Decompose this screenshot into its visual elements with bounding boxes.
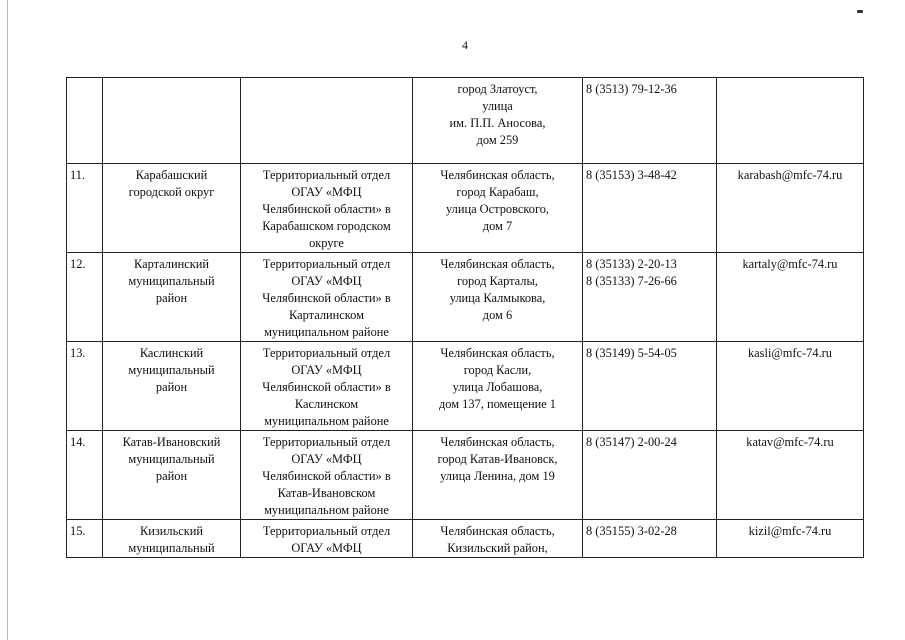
office-line: Катав-Ивановском — [277, 486, 376, 500]
office-line: Челябинской области» в — [262, 291, 391, 305]
office-cell — [241, 431, 413, 520]
address-line: дом 137, помещение 1 — [438, 397, 556, 411]
district-line: район — [155, 291, 188, 305]
phone-cell — [583, 520, 717, 558]
table-row — [67, 164, 864, 253]
address-line: улица Ленина, дом 19 — [440, 469, 555, 483]
office-line: Челябинской области» в — [262, 380, 391, 394]
row-number-cell: 13. — [67, 342, 103, 431]
office-line: ОГАУ «МФЦ — [291, 452, 362, 466]
phone-cell — [583, 253, 717, 342]
table-row — [67, 78, 864, 164]
email-cell — [717, 78, 864, 164]
email-cell: katav@mfc-74.ru — [717, 431, 864, 520]
scan-left-edge — [7, 0, 8, 640]
address-cell — [413, 342, 583, 431]
table-body — [67, 78, 864, 558]
phone-cell — [583, 164, 717, 253]
district-cell — [103, 78, 241, 164]
address-line: город Карабаш, — [456, 185, 539, 199]
phone-line: 8 (35133) 7-26-66 — [586, 274, 677, 288]
office-cell — [241, 342, 413, 431]
district-line: район — [155, 469, 188, 483]
office-line: Территориальный отдел — [262, 257, 391, 271]
address-cell — [413, 78, 583, 164]
office-line: муниципальном районе — [264, 414, 389, 428]
office-line: ОГАУ «МФЦ — [291, 274, 362, 288]
phone-cell — [583, 78, 717, 164]
district-line: Карталинский — [133, 257, 210, 271]
address-line: Челябинская область, — [440, 346, 555, 360]
phone-line: 8 (35147) 2-00-24 — [586, 435, 677, 449]
address-line: дом 6 — [482, 308, 513, 322]
office-line: Территориальный отдел — [262, 168, 391, 182]
address-line: им. П.П. Аносова, — [449, 116, 546, 130]
office-cell — [241, 78, 413, 164]
page-number: 4 — [462, 38, 468, 52]
office-line: округе — [309, 236, 344, 250]
office-line: ОГАУ «МФЦ — [291, 185, 362, 199]
district-line: городской округ — [128, 185, 215, 199]
district-cell — [103, 164, 241, 253]
scan-mark — [857, 10, 863, 13]
table-row — [67, 253, 864, 342]
address-line: город Касли, — [463, 363, 532, 377]
phone-line: 8 (35149) 5-54-05 — [586, 346, 677, 360]
office-cell — [241, 520, 413, 558]
office-line: Территориальный отдел — [262, 435, 391, 449]
district-line: район — [155, 380, 188, 394]
office-line: ОГАУ «МФЦ — [291, 363, 362, 377]
address-cell — [413, 431, 583, 520]
phone-line: 8 (35153) 3-48-42 — [586, 168, 677, 182]
email-cell: kartaly@mfc-74.ru — [717, 253, 864, 342]
address-line: дом 7 — [482, 219, 513, 233]
address-line: улица Лобашова, — [452, 380, 543, 394]
district-cell — [103, 342, 241, 431]
address-line: город Златоуст, — [457, 82, 538, 96]
district-cell — [103, 253, 241, 342]
phone-cell — [583, 342, 717, 431]
office-line: Карабашском городском — [262, 219, 391, 233]
table-row — [67, 520, 864, 558]
district-line: муниципальный — [128, 274, 215, 288]
district-line: Катав-Ивановский — [122, 435, 221, 449]
phone-cell — [583, 431, 717, 520]
address-line: Челябинская область, — [440, 168, 555, 182]
district-line: Карабашский — [135, 168, 208, 182]
row-number-cell: 12. — [67, 253, 103, 342]
office-line: Территориальный отдел — [262, 346, 391, 360]
office-line: ОГАУ «МФЦ — [291, 541, 362, 555]
email-cell: kasli@mfc-74.ru — [717, 342, 864, 431]
office-line: Каслинском — [294, 397, 359, 411]
address-line: улица Калмыкова, — [449, 291, 546, 305]
address-line: дом 259 — [476, 133, 519, 147]
phone-line: 8 (35155) 3-02-28 — [586, 524, 677, 538]
address-line: город Катав-Ивановск, — [437, 452, 558, 466]
office-line: муниципальном районе — [264, 325, 389, 339]
office-line: Карталинском — [289, 308, 364, 322]
email-cell: karabash@mfc-74.ru — [717, 164, 864, 253]
row-number-cell: 15. — [67, 520, 103, 558]
row-number-cell: 14. — [67, 431, 103, 520]
phone-line: 8 (35133) 2-20-13 — [586, 257, 677, 271]
table-row — [67, 342, 864, 431]
address-cell — [413, 520, 583, 558]
office-cell — [241, 253, 413, 342]
district-cell — [103, 520, 241, 558]
district-line: муниципальный — [128, 452, 215, 466]
phone-line: 8 (3513) 79-12-36 — [586, 82, 677, 96]
email-cell: kizil@mfc-74.ru — [717, 520, 864, 558]
district-cell — [103, 431, 241, 520]
district-line: Каслинский — [139, 346, 204, 360]
table-row — [67, 431, 864, 520]
mfc-offices-table — [66, 77, 864, 558]
office-line: Территориальный отдел — [262, 524, 391, 538]
address-line: город Карталы, — [457, 274, 538, 288]
district-line: муниципальный — [128, 363, 215, 377]
office-line: муниципальном районе — [264, 503, 389, 517]
office-cell — [241, 164, 413, 253]
office-line: Челябинской области» в — [262, 469, 391, 483]
row-number-cell — [67, 78, 103, 164]
office-line: Челябинской области» в — [262, 202, 391, 216]
row-number-cell: 11. — [67, 164, 103, 253]
address-line: улица Островского, — [445, 202, 550, 216]
address-cell — [413, 253, 583, 342]
address-cell — [413, 164, 583, 253]
address-line: Челябинская область, — [440, 524, 555, 538]
address-line: улица — [482, 99, 513, 113]
district-line: Кизильский — [139, 524, 204, 538]
address-line: Челябинская область, — [440, 257, 555, 271]
address-line: Челябинская область, — [440, 435, 555, 449]
district-line: муниципальный — [128, 541, 215, 555]
address-line: Кизильский район, — [447, 541, 548, 555]
